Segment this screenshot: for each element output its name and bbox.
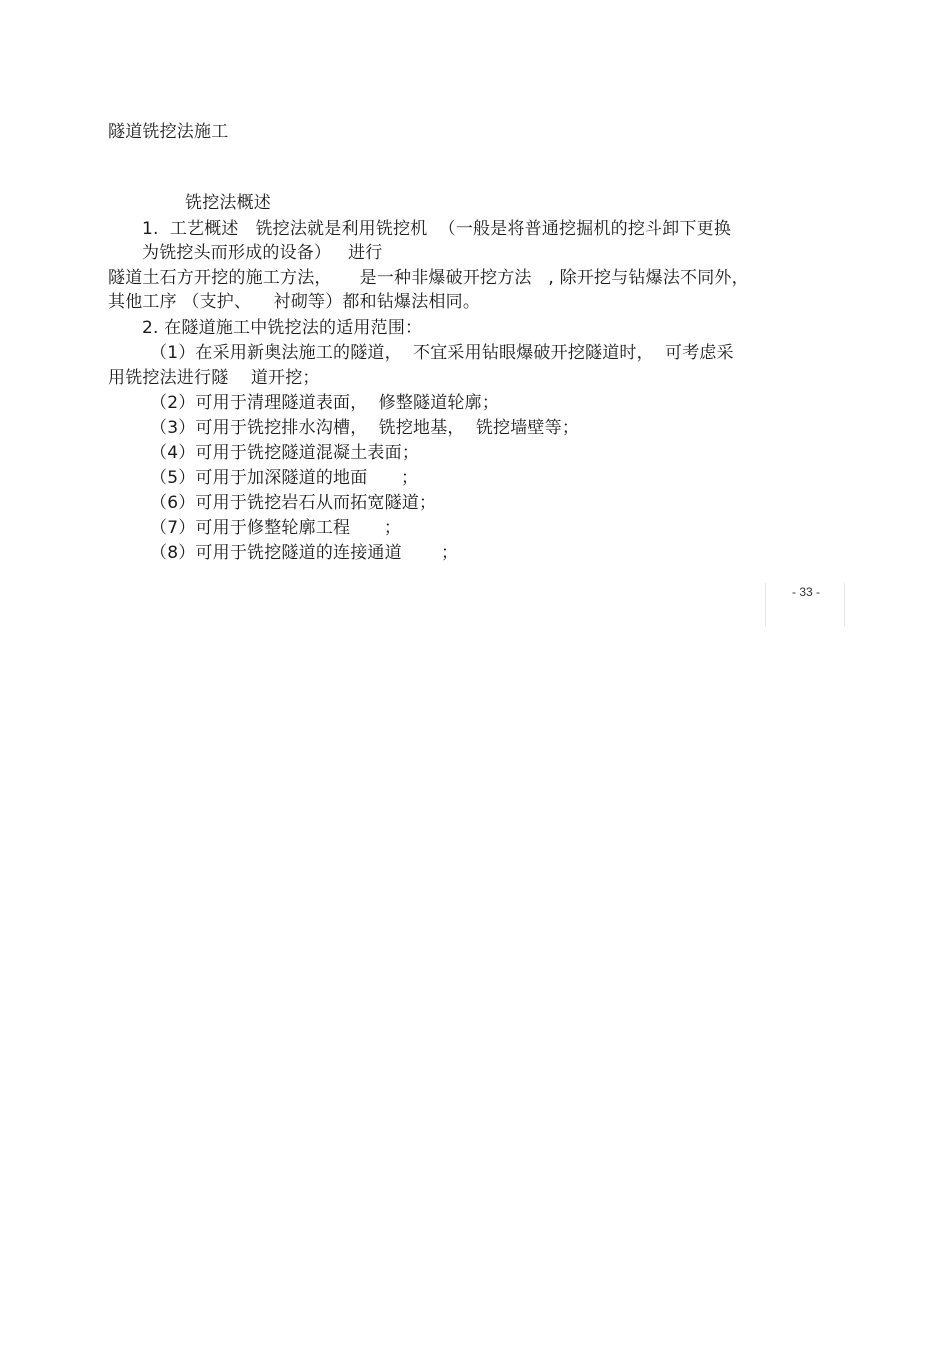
list-item: （8）可用于铣挖隧道的连接通道 ； xyxy=(150,543,459,563)
list-item: （7）可用于修整轮廓工程 ； xyxy=(150,518,402,538)
paragraph-2: 2. 在隧道施工中铣挖法的适用范围： xyxy=(142,318,423,338)
page-number: - 33 - xyxy=(791,585,820,599)
paragraph-1-line-4: 其他工序 （支护、 衬砌等）都和钻爆法相同。 xyxy=(108,292,481,312)
page-number-box xyxy=(765,583,845,626)
document-title: 隧道铣挖法施工 xyxy=(108,122,229,142)
section-heading: 铣挖法概述 xyxy=(185,193,271,213)
list-item-1-line-1: （1）在采用新奥法施工的隧道， 不宜采用钻眼爆破开挖隧道时， 可考虑采 xyxy=(150,343,734,363)
list-item: （6）可用于铣挖岩石从而拓宽隧道； xyxy=(150,493,437,513)
paragraph-1-line-2: 为铣挖头而形成的设备） 进行 xyxy=(142,243,383,263)
paragraph-1-line-1: 1. 工艺概述 铣挖法就是利用铣挖机 （一般是将普通挖掘机的挖斗卸下更换 xyxy=(142,219,732,239)
paragraph-1-line-3: 隧道土石方开挖的施工方法， 是一种非爆破开挖方法 , 除开挖与钻爆法不同外， xyxy=(108,268,749,288)
list-item: （2）可用于清理隧道表面， 修整隧道轮廓； xyxy=(150,393,500,413)
list-item: （4）可用于铣挖隧道混凝土表面； xyxy=(150,443,420,463)
list-item: （3）可用于铣挖排水沟槽， 铣挖地基， 铣挖墙壁等； xyxy=(150,418,580,438)
list-item-1-line-2: 用铣挖法进行隧 道开挖； xyxy=(108,368,320,388)
list-item: （5）可用于加深隧道的地面 ； xyxy=(150,468,419,488)
